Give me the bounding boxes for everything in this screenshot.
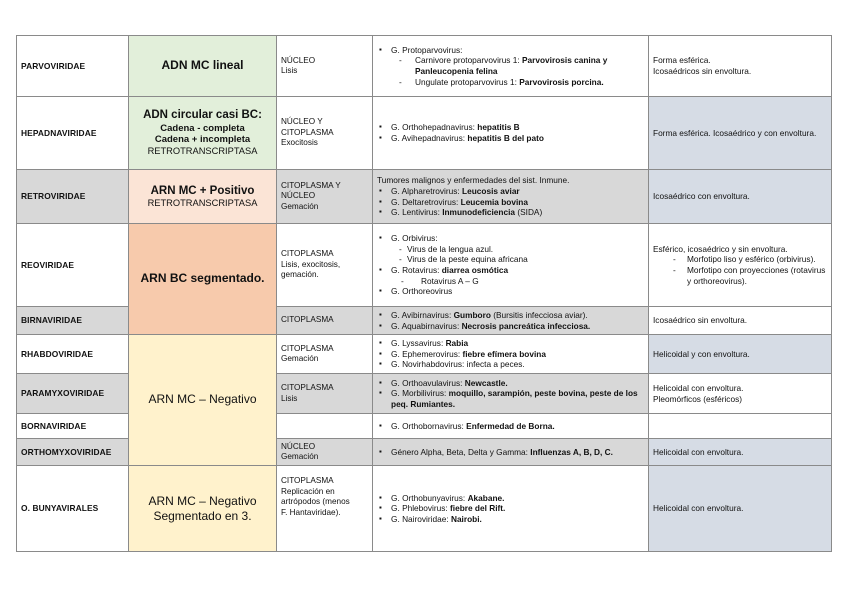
family-name: O. BUNYAVIRALES [17, 466, 129, 552]
family-name: BIRNAVIRIDAE [17, 307, 129, 335]
replication-site: CITOPLASMA Lisis [277, 374, 373, 414]
family-name: RHABDOVIRIDAE [17, 335, 129, 374]
genera-list: Tumores malignos y enfermedades del sist. Inmune. ▪ G. Alpharetrovirus: Leucosis aviar ▪ G. Deltaretrovirus: Leucemia bovina ▪ G. Lentivirus: Inmunodeficiencia (SIDA) [373, 170, 649, 224]
family-name: REOVIRIDAE [17, 224, 129, 307]
morphology: Helicoidal con envoltura. [649, 466, 832, 552]
replication-site: NÚCLEO Lisis [277, 36, 373, 97]
genome-type: ARN MC + Positivo RETROTRANSCRIPTASA [129, 170, 277, 224]
morphology: Helicoidal y con envoltura. [649, 335, 832, 374]
genera-list: ▪ G. Avibirnavirus: Gumboro (Bursitis infecciosa aviar). ▪ G. Aquabirnavirus: Necrosis pancreática infecciosa. [373, 307, 649, 335]
morphology: Forma esférica. Icosaédricos sin envoltura. [649, 36, 832, 97]
replication-site: CITOPLASMA Y NÚCLEO Gemación [277, 170, 373, 224]
table-row [17, 466, 832, 552]
table-row [17, 170, 832, 224]
genera-list: ▪ G. Orthoavulavirus: Newcastle. ▪ G. Morbilivirus: moquillo, sarampión, peste bovina, peste de los peq. Rumiantes. [373, 374, 649, 414]
genera-list: ▪ G. Protoparvovirus: - Carnivore protoparvovirus 1: Parvovirosis canina y Panleucopenia felina - Ungulate protoparvovirus 1: Parvovirosis porcina. [373, 36, 649, 97]
morphology: Icosaédrico con envoltura. [649, 170, 832, 224]
family-name: PARAMYXOVIRIDAE [17, 374, 129, 414]
replication-site: CITOPLASMA Lisis, exocitosis, gemación. [277, 224, 373, 307]
morphology: Helicoidal con envoltura. Pleomórficos (esféricos) [649, 374, 832, 414]
genome-type: ADN circular casi BC: Cadena - completa Cadena + incompleta RETROTRANSCRIPTASA [129, 97, 277, 170]
family-name: PARVOVIRIDAE [17, 36, 129, 97]
genera-list: ▪ Género Alpha, Beta, Delta y Gamma: Influenzas A, B, D, C. [373, 439, 649, 466]
morphology: Esférico, icosaédrico y sin envoltura. - Morfotipo liso y esférico (orbivirus). - Morfotipo con proyecciones (rotavirus y orthoreovirus). [649, 224, 832, 307]
replication-site: CITOPLASMA Replicación en artrópodos (menos F. Hantaviridae). [277, 466, 373, 552]
genome-type: ARN BC segmentado. [129, 224, 277, 335]
replication-site: CITOPLASMA Gemación [277, 335, 373, 374]
genera-list: ▪ G. Orthohepadnavirus: hepatitis B ▪ G. Avihepadnavirus: hepatitis B del pato [373, 97, 649, 170]
family-name: HEPADNAVIRIDAE [17, 97, 129, 170]
family-name: RETROVIRIDAE [17, 170, 129, 224]
table-row [17, 335, 832, 374]
table-row [17, 224, 832, 307]
virus-classification-table [16, 35, 832, 552]
genome-type: ARN MC – Negativo Segmentado en 3. [129, 466, 277, 552]
genome-type: ADN MC lineal [129, 36, 277, 97]
genera-list: ▪ G. Lyssavirus: Rabia ▪ G. Ephemerovirus: fiebre efímera bovina ▪ G. Novirhabdovirus: infecta a peces. [373, 335, 649, 374]
family-name: BORNAVIRIDAE [17, 414, 129, 439]
table-row [17, 36, 832, 97]
morphology: Forma esférica. Icosaédrico y con envoltura. [649, 97, 832, 170]
replication-site: NÚCLEO Gemación [277, 439, 373, 466]
genera-list: ▪ G. Orbivirus: - Virus de la lengua azul. - Virus de la peste equina africana ▪ G. Rotavirus: diarrea osmótica - Rotavirus A – G ▪ G. Orthoreovirus [373, 224, 649, 307]
morphology: Icosaédrico sin envoltura. [649, 307, 832, 335]
replication-site [277, 414, 373, 439]
genera-list: ▪ G. Orthobornavirus: Enfermedad de Borna. [373, 414, 649, 439]
table-row [17, 97, 832, 170]
genome-type: ARN MC – Negativo [129, 335, 277, 466]
replication-site: CITOPLASMA [277, 307, 373, 335]
replication-site: NÚCLEO Y CITOPLASMA Exocitosis [277, 97, 373, 170]
morphology: Helicoidal con envoltura. [649, 439, 832, 466]
family-name: ORTHOMYXOVIRIDAE [17, 439, 129, 466]
genera-list: ▪ G. Orthobunyavirus: Akabane. ▪ G. Phlebovirus: fiebre del Rift. ▪ G. Nairoviridae: Nairobi. [373, 466, 649, 552]
morphology [649, 414, 832, 439]
